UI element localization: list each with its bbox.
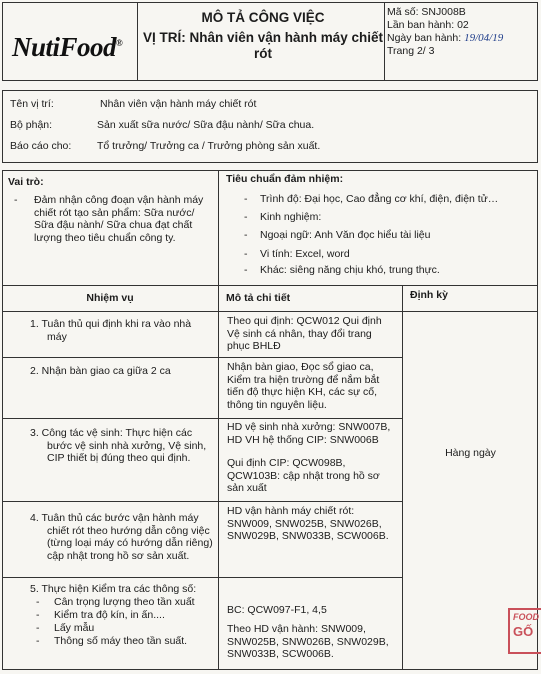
handwritten-date: 19/04/19 (464, 32, 504, 44)
company-stamp (508, 608, 541, 654)
col-header-detail: Mô tả chi tiết (226, 292, 291, 304)
standards-bullet: - (244, 248, 248, 260)
stamp-line-1: FOOD (513, 612, 539, 622)
position-title: VỊ TRÍ: Nhân viên vận hành máy chiết rót (142, 30, 384, 61)
detail-row-5a: BC: QCW097-F1, 4,5 (227, 604, 327, 616)
report-to-label: Báo cáo cho: (10, 140, 72, 152)
standard-item: Khác: siêng năng chịu khó, trung thực. (260, 264, 440, 276)
role-text: Đảm nhận công đoạn vận hành máy chiết rót tạo sản phẩm: Sữa nước/ Sữa đậu nành/ Sữa chua đạt chất lượng theo tiêu chuẩn công ty. (34, 194, 204, 244)
task-row-3: 3. Công tác vệ sinh: Thực hiện các bước vệ sinh nhà xưởng, Vệ sinh, CIP thiết bị đúng theo qui định. (30, 427, 207, 464)
task-row-1: 1. Tuân thủ qui định khi ra vào nhà máy (30, 318, 192, 343)
detail-row-3b: Qui định CIP: QCW098B, QCW103B: cập nhật trong hồ sơ sản xuất (227, 457, 380, 494)
standards-bullet: - (244, 229, 248, 241)
col-header-frequency: Định kỳ (410, 289, 448, 301)
report-to-value: Tổ trưởng/ Trưởng ca / Trưởng phòng sản xuất. (97, 140, 321, 152)
doc-number: Mã số: SNJ008B (387, 6, 466, 18)
subitem: Kiểm tra độ kín, in ấn.... (54, 609, 165, 621)
department-value: Sản xuất sữa nước/ Sữa đậu nành/ Sữa chua. (97, 119, 315, 131)
standard-item: Ngoại ngữ: Anh Văn đọc hiểu tài liệu (260, 229, 431, 241)
task-row-2: 2. Nhận bàn giao ca giữa 2 ca (30, 365, 171, 377)
page-number: Trang 2/ 3 (387, 45, 435, 57)
detail-row-2: Nhận bàn giao, Đọc sổ giao ca, Kiểm tra hiện trường để nắm bắt tiến độ thực hiện KH, các sự cố, thông tin nguyên liệu. (227, 361, 380, 411)
issue-date: Ngày ban hành: 19/04/19 (387, 32, 504, 44)
detail-row-4: HD vận hành máy chiết rót: SNW009, SNW025B, SNW026B, SNW029B, SNW033B, SCW006B. (227, 505, 389, 542)
standards-bullet: - (244, 264, 248, 276)
revision-number: Lần ban hành: 02 (387, 19, 469, 31)
subitem-dash: - (36, 609, 40, 621)
subitem: Thông số máy theo tần suất. (54, 635, 188, 647)
department-label: Bộ phận: (10, 119, 53, 131)
standard-item: Vi tính: Excel, word (260, 248, 350, 260)
stamp-line-2: GỐ (513, 624, 534, 639)
col-header-tasks: Nhiệm vụ (86, 292, 134, 304)
detail-row-5b: Theo HD vận hành: SNW009, SNW025B, SNW026B, SNW029B, SNW033B, SCW006B. (227, 623, 389, 660)
subitem-dash: - (36, 622, 40, 634)
frequency-value: Hàng ngày (445, 447, 496, 459)
company-logo: NutiFood® (12, 32, 123, 62)
detail-row-3a: HD vệ sinh nhà xưởng: SNW007B, HD VH hệ thống CIP: SNW006B (227, 421, 391, 446)
standards-bullet: - (244, 211, 248, 223)
position-label: Tên vị trí: (10, 98, 54, 110)
subitem: Lấy mẫu (54, 622, 95, 634)
document-title: MÔ TẢ CÔNG VIỆC (201, 10, 325, 25)
subitem: Cân trọng lượng theo tần xuất (54, 596, 195, 608)
position-value: Nhân viên vận hành máy chiết rót (100, 98, 257, 110)
task-row-5: 5. Thực hiện Kiểm tra các thông số: (30, 583, 197, 595)
standard-item: Trình độ: Đại học, Cao đẳng cơ khí, điện, điện tử… (260, 193, 499, 205)
standard-item: Kinh nghiệm: (260, 211, 322, 223)
standards-bullet: - (244, 193, 248, 205)
subitem-dash: - (36, 635, 40, 647)
subitem-dash: - (36, 596, 40, 608)
detail-row-1: Theo qui định: QCW012 Qui định Vệ sinh cá nhân, thay đổi trang phục BHLĐ (227, 315, 382, 352)
task-row-4: 4. Tuân thủ các bước vận hành máy chiết rót theo hướng dẫn công việc (từng loại máy có hướng dẫn riêng) cập nhật trong hồ sơ sản xuất. (30, 512, 213, 562)
bullet-dash: - (14, 194, 18, 206)
role-heading: Vai trò: (8, 176, 44, 188)
standards-heading: Tiêu chuẩn đảm nhiệm: (226, 173, 344, 185)
